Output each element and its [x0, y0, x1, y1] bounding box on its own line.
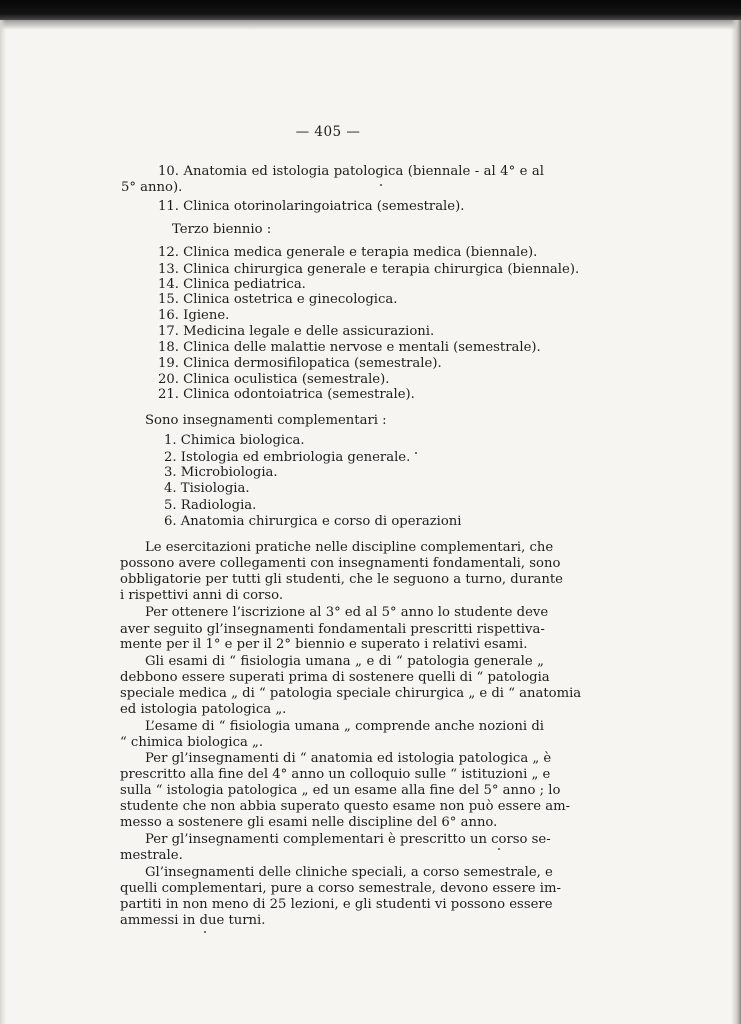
scan-right-edge: [731, 20, 741, 1024]
list-item: 17. Medicina legale e delle assicurazioni.: [158, 324, 435, 339]
paragraph-line: mestrale.: [120, 848, 183, 863]
list-item: 12. Clinica medica generale e terapia medica (biennale).: [158, 245, 538, 260]
scan-speck: [204, 931, 206, 933]
list-item: 2. Istologia ed embriologia generale.: [164, 450, 411, 465]
list-item: 21. Clinica odontoiatrica (semestrale).: [158, 387, 415, 402]
list-item: 19. Clinica dermosifilopatica (semestrale).: [158, 356, 442, 371]
list-item: 4. Tisiologia.: [164, 481, 250, 496]
scan-top-shadow: [0, 20, 741, 30]
paragraph-line: ed istologia patologica „.: [120, 702, 287, 717]
paragraph-line: debbono essere superati prima di sostenere quelli di “ patologia: [120, 670, 550, 685]
list-item: 5. Radiologia.: [164, 498, 257, 513]
paragraph-line: partiti in non meno di 25 lezioni, e gli studenti vi possono essere: [120, 897, 553, 912]
paragraph-line: Per ottenere l’iscrizione al 3° ed al 5° anno lo studente deve: [145, 605, 549, 620]
paragraph-line: i rispettivi anni di corso.: [120, 588, 284, 603]
list-item: 1. Chimica biologica.: [164, 433, 305, 448]
scan-left-edge: [0, 20, 6, 1024]
section-heading-complementari: Sono insegnamenti complementari :: [145, 413, 387, 428]
page-number: — 405 —: [295, 124, 361, 140]
list-item-11: 11. Clinica otorinolaringoiatrica (semestrale).: [158, 199, 465, 214]
list-item: 3. Microbiologia.: [164, 465, 278, 480]
list-item: 16. Igiene.: [158, 308, 230, 323]
list-item-10-line-1: 10. Anatomia ed istologia patologica (biennale - al 4° e al: [158, 164, 544, 179]
paragraph-line: ammessi in due turni.: [120, 913, 266, 928]
paragraph-line: sulla “ istologia patologica „ ed un esame alla fine del 5° anno ; lo: [120, 783, 561, 798]
list-item-10-line-2: 5° anno).: [121, 180, 183, 195]
paragraph-line: obbligatorie per tutti gli studenti, che le seguono a turno, durante: [120, 572, 563, 587]
section-heading-terzo-biennio: Terzo biennio :: [172, 222, 272, 237]
paragraph-line: L’esame di “ fisiologia umana „ comprende anche nozioni di: [145, 719, 544, 734]
list-item: 13. Clinica chirurgica generale e terapia chirurgica (biennale).: [158, 262, 580, 277]
scan-speck: [498, 848, 500, 850]
paragraph-line: Per gl’insegnamenti complementari è prescritto un corso se-: [145, 832, 551, 847]
paragraph-line: quelli complementari, pure a corso semestrale, devono essere im-: [120, 881, 561, 896]
paragraph-line: Per gl’insegnamenti di “ anatomia ed istologia patologica „ è: [145, 751, 552, 766]
scan-speck: [415, 452, 417, 454]
paragraph-line: “ chimica biologica „.: [120, 735, 264, 750]
list-item: 6. Anatomia chirurgica e corso di operazioni: [164, 514, 462, 529]
scan-top-border: [0, 0, 741, 20]
list-item: 14. Clinica pediatrica.: [158, 277, 306, 292]
scan-speck: [380, 184, 382, 186]
paragraph-line: prescritto alla fine del 4° anno un colloquio sulle “ istituzioni „ e: [120, 767, 551, 782]
paragraph-line: messo a sostenere gli esami nelle discipline del 6° anno.: [120, 815, 498, 830]
paragraph-line: Gli esami di “ fisiologia umana „ e di “ patologia generale „: [145, 654, 544, 669]
paragraph-line: studente che non abbia superato questo esame non può essere am-: [120, 799, 571, 814]
list-item: 20. Clinica oculistica (semestrale).: [158, 372, 390, 387]
paragraph-line: Le esercitazioni pratiche nelle discipline complementari, che: [145, 540, 554, 555]
list-item: 18. Clinica delle malattie nervose e mentali (semestrale).: [158, 340, 541, 355]
paragraph-line: mente per il 1° e per il 2° biennio e superato i relativi esami.: [120, 637, 528, 652]
paragraph-line: possono avere collegamenti con insegnamenti fondamentali, sono: [120, 556, 561, 571]
list-item: 15. Clinica ostetrica e ginecologica.: [158, 292, 398, 307]
paragraph-line: aver seguito gl’insegnamenti fondamentali prescritti rispettiva-: [120, 622, 545, 637]
paragraph-line: speciale medica „ di “ patologia speciale chirurgica „ e di “ anatomia: [120, 686, 582, 701]
paragraph-line: Gl’insegnamenti delle cliniche speciali, a corso semestrale, e: [145, 865, 553, 880]
